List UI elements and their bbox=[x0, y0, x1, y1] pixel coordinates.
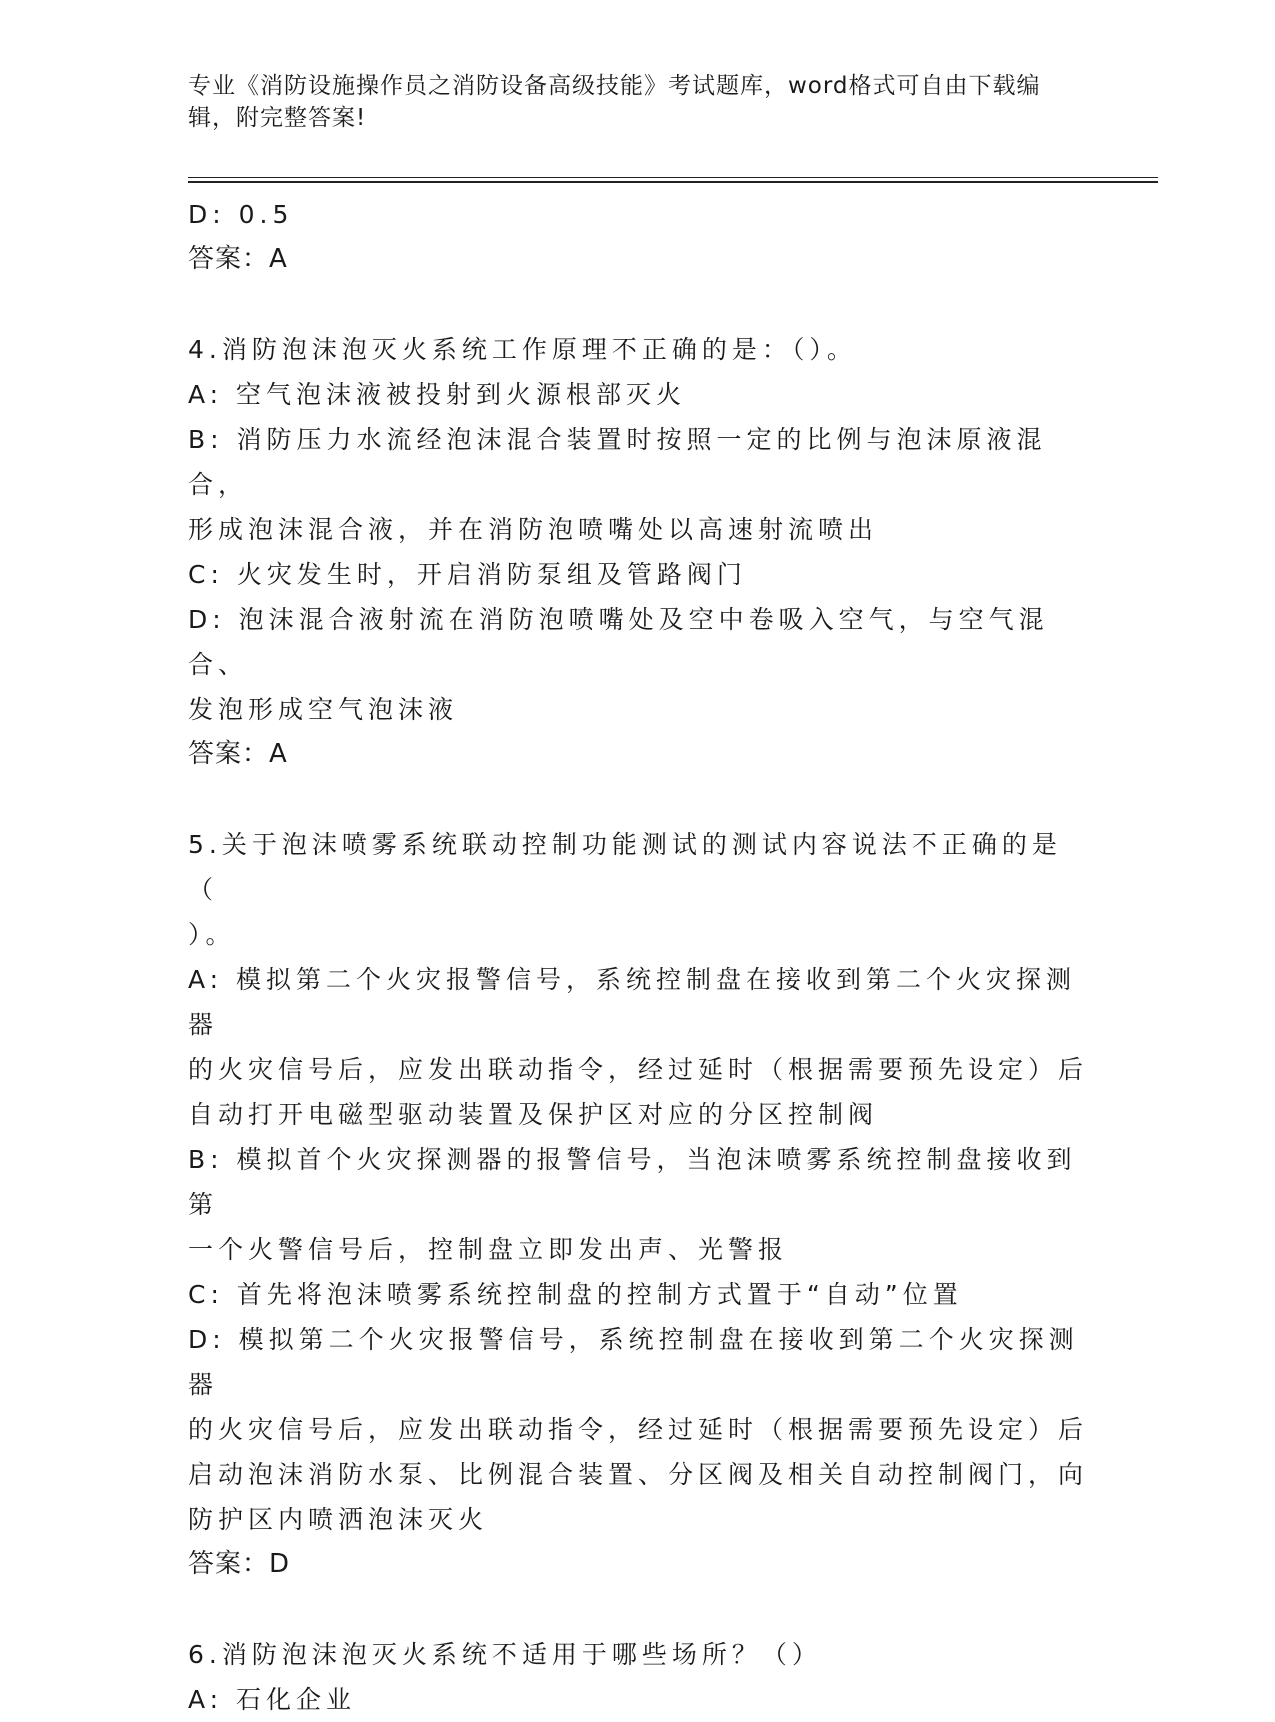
option-d-line-1: D: 泡沫混合液射流在消防泡喷嘴处及空中卷吸入空气，与空气混合、 bbox=[188, 605, 1049, 679]
option-d-line-2: 发泡形成空气泡沫液 bbox=[188, 695, 459, 724]
option-c: C: 火灾发生时，开启消防泵组及管路阀门 bbox=[188, 560, 747, 589]
option-d-line-3: 启动泡沫消防水泵、比例混合装置、分区阀及相关自动控制阀门，向 bbox=[188, 1460, 1089, 1489]
spacer bbox=[188, 1587, 1088, 1632]
question-stem: 6.消防泡沫泡灭火系统不适用于哪些场所？（） bbox=[188, 1640, 822, 1669]
option-a-line-1: A: 模拟第二个火灾报警信号，系统控制盘在接收到第二个火灾探测器 bbox=[188, 965, 1077, 1039]
question-6 bbox=[188, 1632, 1088, 1722]
option-d-line-1: D: 模拟第二个火灾报警信号，系统控制盘在接收到第二个火灾探测器 bbox=[188, 1325, 1079, 1399]
option-d-line-4: 防护区内喷洒泡沫灭火 bbox=[188, 1505, 489, 1534]
option-b-line-1: B: 模拟首个火灾探测器的报警信号，当泡沫喷雾系统控制盘接收到第 bbox=[188, 1145, 1077, 1219]
question-stem-line-1: 5.关于泡沫喷雾系统联动控制功能测试的测试内容说法不正确的是（ bbox=[188, 830, 1062, 904]
answer: 答案：A bbox=[188, 244, 288, 274]
option-a-line-2: 的火灾信号后，应发出联动指令，经过延时（根据需要预先设定）后 bbox=[188, 1055, 1089, 1084]
question-5 bbox=[188, 822, 1088, 1587]
option-d: D: 0.5 bbox=[188, 200, 294, 229]
document-body bbox=[188, 192, 1088, 1722]
option-a-line-3: 自动打开电磁型驱动装置及保护区对应的分区控制阀 bbox=[188, 1100, 879, 1129]
page-header bbox=[188, 70, 1068, 134]
option-c: C: 首先将泡沫喷雾系统控制盘的控制方式置于“自动”位置 bbox=[188, 1280, 963, 1309]
spacer bbox=[188, 282, 1088, 327]
answer: 答案：D bbox=[188, 1549, 291, 1579]
option-a: A: 石化企业 bbox=[188, 1685, 357, 1714]
question-4 bbox=[188, 327, 1088, 777]
option-b-line-2: 形成泡沫混合液，并在消防泡喷嘴处以高速射流喷出 bbox=[188, 515, 879, 544]
header-line-2: 辑，附完整答案! bbox=[188, 105, 367, 131]
header-divider bbox=[188, 177, 1158, 183]
header-line-1: 专业《消防设施操作员之消防设备高级技能》考试题库，word格式可自由下载编 bbox=[188, 73, 1041, 99]
option-b-line-2: 一个火警信号后，控制盘立即发出声、光警报 bbox=[188, 1235, 789, 1264]
previous-question bbox=[188, 192, 1088, 282]
spacer bbox=[188, 777, 1088, 822]
question-stem-line-2: ）。 bbox=[188, 920, 236, 949]
option-a: A: 空气泡沫液被投射到火源根部灭火 bbox=[188, 380, 687, 409]
answer: 答案：A bbox=[188, 739, 288, 769]
option-d-line-2: 的火灾信号后，应发出联动指令，经过延时（根据需要预先设定）后 bbox=[188, 1415, 1089, 1444]
question-stem: 4.消防泡沫泡灭火系统工作原理不正确的是：（）。 bbox=[188, 335, 857, 364]
option-b-line-1: B: 消防压力水流经泡沫混合装置时按照一定的比例与泡沫原液混合， bbox=[188, 425, 1047, 499]
